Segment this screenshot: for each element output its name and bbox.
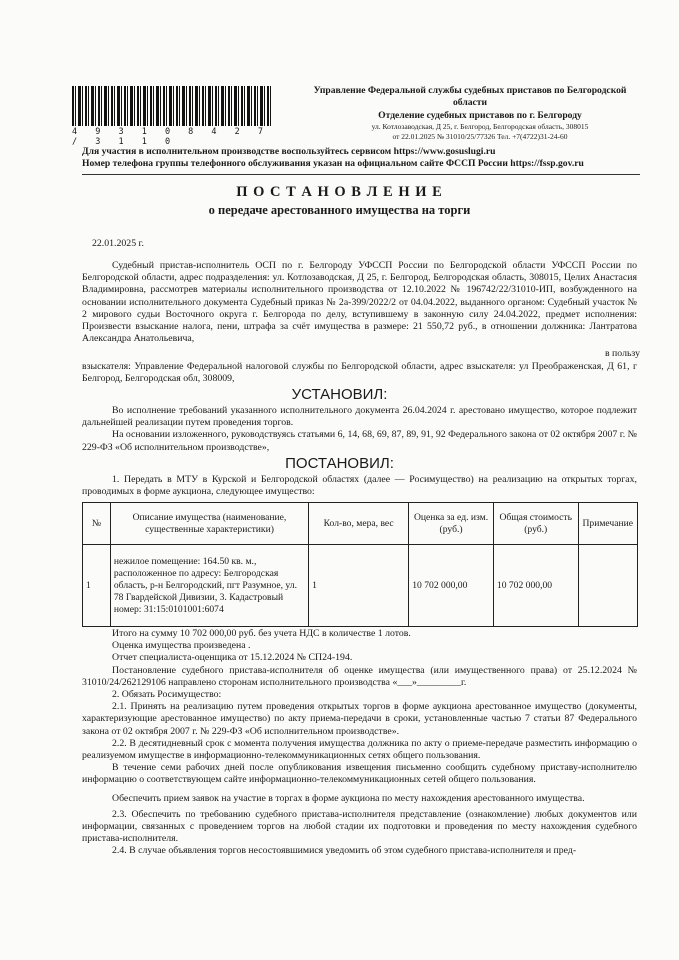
col-desc-header: Описание имущества (наименование, существенные характеристики) [110, 503, 308, 545]
row-note [578, 545, 637, 627]
col-total-header: Общая стоимость (руб.) [493, 503, 578, 545]
document-subtitle: о передаче арестованного имущества на торги [208, 203, 471, 217]
col-note-header: Примечание [578, 503, 637, 545]
row-quantity: 1 [309, 545, 409, 627]
row-num: 1 [83, 545, 111, 627]
established-text: Во исполнение требований указанного исполнительного документа 26.04.2024 г. арестовано имущество, которое подлежит дальнейшей реализации путем проведения торгов. На основании изложенного, руководствуясь статьями 6, 14, 68, 69, 87, 89, 91, 92 Федерального закона от 02 октября 2007 г. № 229-ФЗ «Об исполнительном производстве», [82, 405, 637, 453]
table-row [83, 545, 638, 627]
intro-in-favor: в пользу [604, 348, 640, 359]
barcode [72, 86, 272, 126]
property-table [82, 502, 638, 627]
intro-claimant: взыскателя: Управление Федеральной налоговой службы по Белгородской области, адрес взыскателя: ул Преображенская, Д 61, г Белгород, Белгородская обл, 308009, [82, 361, 637, 385]
col-num-header: № [83, 503, 111, 545]
col-qty-header: Кол-во, мера, вес [309, 503, 409, 545]
section-ustanovil: УСТАНОВИЛ: [291, 386, 388, 403]
barcode-number: 4 9 3 1 0 8 4 2 7 / 3 1 1 0 [72, 127, 270, 147]
col-unit-price-header: Оценка за ед. изм. (руб.) [409, 503, 494, 545]
department-address: ул. Котлозаводская, Д 25, г. Белгород, Белгородская область, 308015 от 22.01.2025 № 31010/25/77326 Тел. +7(4722)31-24-60 [371, 122, 589, 141]
order-body: Итого на сумму 10 702 000,00 руб. без учета НДС в количестве 1 лотов. Оценка имущества произведена . Отчет специалиста-оценщика от 15.12.2024 № СП24-194. Постановление судебного пристава-исполнителя об оценке имущества (или имущественного права) от 25.12.2024 № 31010/24/262129106 направлено сторонам исполнительного производства «___»_________г. 2. Обязать Росимущество: 2.1. Принять на реализацию путем проведения открытых торгов в форме аукциона арестованное имущество (документы, характеризующие арестованное имущество) по акту приема-передачи в сроки, установленные частью 7 статьи 87 Федерального закона от 02 октября 2007 г. № 229-ФЗ «Об исполнительном производстве». 2.2. В десятидневный срок с момента получения имущества должника по акту о приеме-передаче разместить информацию о реализуемом имуществе в информационно-телекоммуникационных сетях общего пользования. В течение семи рабочих дней после опубликования извещения письменно сообщить судебному приставу-исполнителю информацию о соответствующем сайте информационно-телекоммуникационных сетей общего пользования. Обеспечить прием заявок на участие в торгах в форме аукциона по месту нахождения арестованного имущества. 2.3. Обеспечить по требованию судебного пристава-исполнителя представление (ознакомление) любых документов или информации, связанных с проведением торгов на любой стадии их подготовки и проведения по месту нахождения судебного пристава-исполнителя. 2.4. В случае объявления торгов несостоявшимися уведомить об этом судебного пристава-исполнителя и пред- [82, 628, 637, 857]
document-date: 22.01.2025 г. [92, 238, 144, 249]
department-name: Отделение судебных приставов по г. Белгороду [378, 110, 582, 121]
row-total: 10 702 000,00 [493, 545, 578, 627]
table-header-row [83, 503, 638, 545]
row-unit-price: 10 702 000,00 [409, 545, 494, 627]
section-postanovil: ПОСТАНОВИЛ: [285, 455, 394, 472]
gosuslugi-notice: Для участия в исполнительном производстве воспользуйтесь сервисом https://www.gosuslugi.ru [82, 146, 496, 157]
total-line: Итого на сумму 10 702 000,00 руб. без учета НДС в количестве 1 лотов. [112, 628, 411, 639]
row-description: нежилое помещение: 164.50 кв. м., расположенное по адресу: Белгородская область, р-н Белгородский, пгт Разумное, ул. 78 Гвардейской Дивизии, 3. Кадастровый номер: 31:15:0101001:6074 [110, 545, 308, 627]
header-divider [82, 174, 640, 175]
order-intro: 1. Передать в МТУ в Курской и Белгородской областях (далее — Росимущество) на реализацию на открытых торгах, проводимых в форме аукциона, следующее имущество: [82, 474, 637, 498]
intro-paragraph: Судебный пристав-исполнитель ОСП по г. Белгороду УФССП России по Белгородской области УФССП России по Белгородской области, адрес подразделения: ул. Котлозаводская, Д 25, г. Белгород, Белгородская область, 308015, Целих Анастасия Владимировна, рассмотрев материалы исполнительного производства от 12.10.2022 № 196742/22/31010-ИП, возбужденного на основании исполнительного документа Судебный приказ № 2а-399/2022/2 от 04.04.2022, выданного органом: Судебный участок № 2 мирового судьи Восточного округа г. Белгорода по делу, вступившему в законную силу 24.04.2022, предмет исполнения: Произвести взыскание налога, пени, штрафа за счёт имущества в размере: 21 550,72 руб., в отношении должника: Лантратова Александра Анатольевича, [82, 260, 637, 345]
fssp-phone-notice: Номер телефона группы телефонного обслуживания указан на официальном сайте ФССП России https://fssp.gov.ru [82, 158, 584, 169]
document-title: П О С Т А Н О В Л Е Н И Е [236, 184, 443, 200]
org-name: Управление Федеральной службы судебных приставов по Белгородской области [313, 85, 627, 108]
